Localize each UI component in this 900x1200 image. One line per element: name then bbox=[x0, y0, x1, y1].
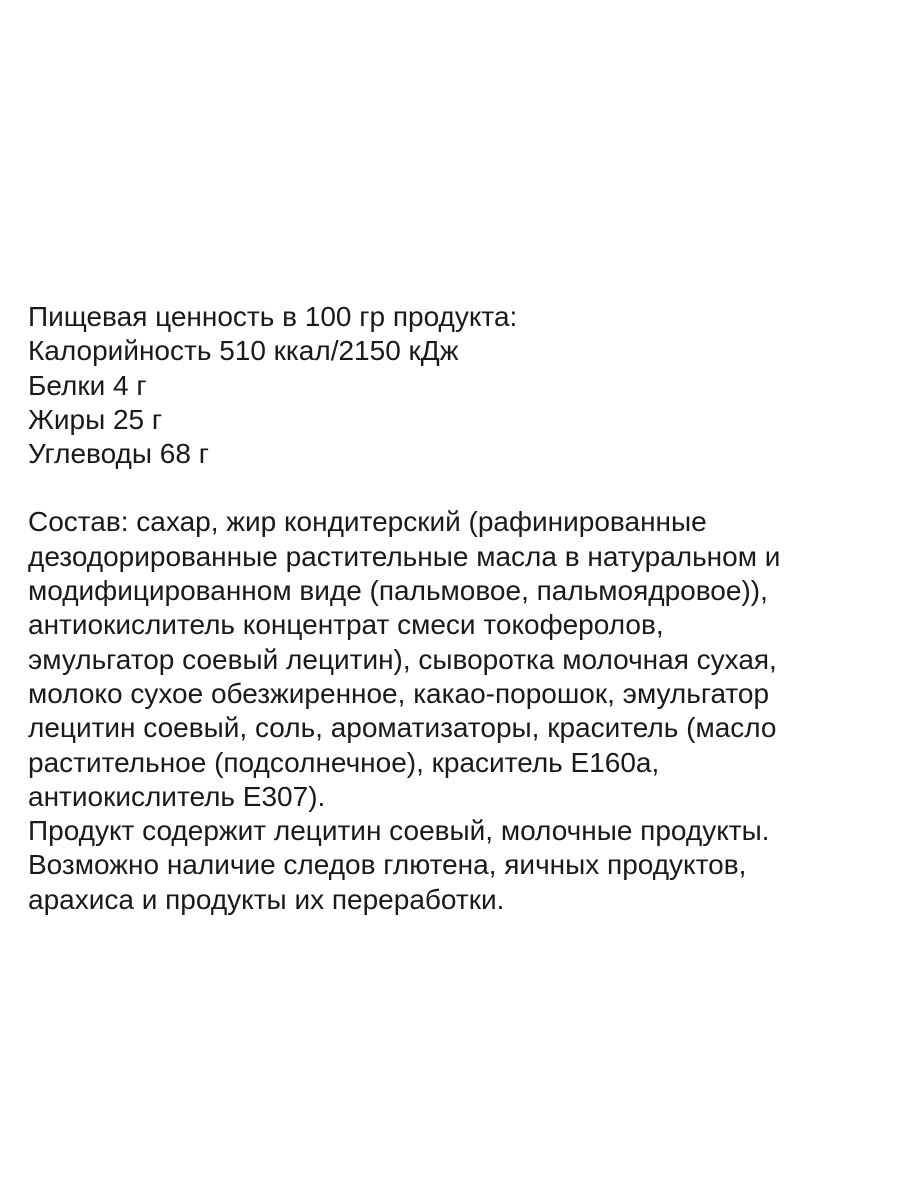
composition-line: лецитин соевый, соль, ароматизаторы, краситель (масло bbox=[28, 712, 777, 744]
composition-block bbox=[28, 505, 888, 917]
fat-line: Жиры 25 г bbox=[28, 403, 163, 435]
composition-line: дезодорированные растительные масла в натуральном и bbox=[28, 540, 781, 572]
protein-line: Белки 4 г bbox=[28, 369, 147, 401]
allergen-line: Возможно наличие следов глютена, яичных продуктов, bbox=[28, 849, 747, 881]
composition-line: эмульгатор соевый лецитин), сыворотка молочная сухая, bbox=[28, 643, 777, 675]
calories-line: Калорийность 510 ккал/2150 кДж bbox=[28, 335, 459, 367]
composition-line: Состав: сахар, жир кондитерский (рафинированные bbox=[28, 506, 707, 538]
product-info-document bbox=[28, 300, 888, 917]
composition-line: антиокислитель Е307). bbox=[28, 780, 326, 812]
nutrition-facts-block bbox=[28, 300, 888, 471]
composition-line: антиокислитель концентрат смеси токоферолов, bbox=[28, 609, 664, 641]
allergen-line: арахиса и продукты их переработки. bbox=[28, 883, 505, 915]
carbs-line: Углеводы 68 г bbox=[28, 438, 209, 470]
composition-line: молоко сухое обезжиренное, какао-порошок, эмульгатор bbox=[28, 677, 770, 709]
nutrition-heading: Пищевая ценность в 100 гр продукта: bbox=[28, 301, 518, 332]
composition-line: модифицированном виде (пальмовое, пальмоядровое)), bbox=[28, 575, 768, 607]
allergen-line: Продукт содержит лецитин соевый, молочные продукты. bbox=[28, 815, 770, 847]
composition-line: растительное (подсолнечное), краситель Е160а, bbox=[28, 746, 660, 778]
